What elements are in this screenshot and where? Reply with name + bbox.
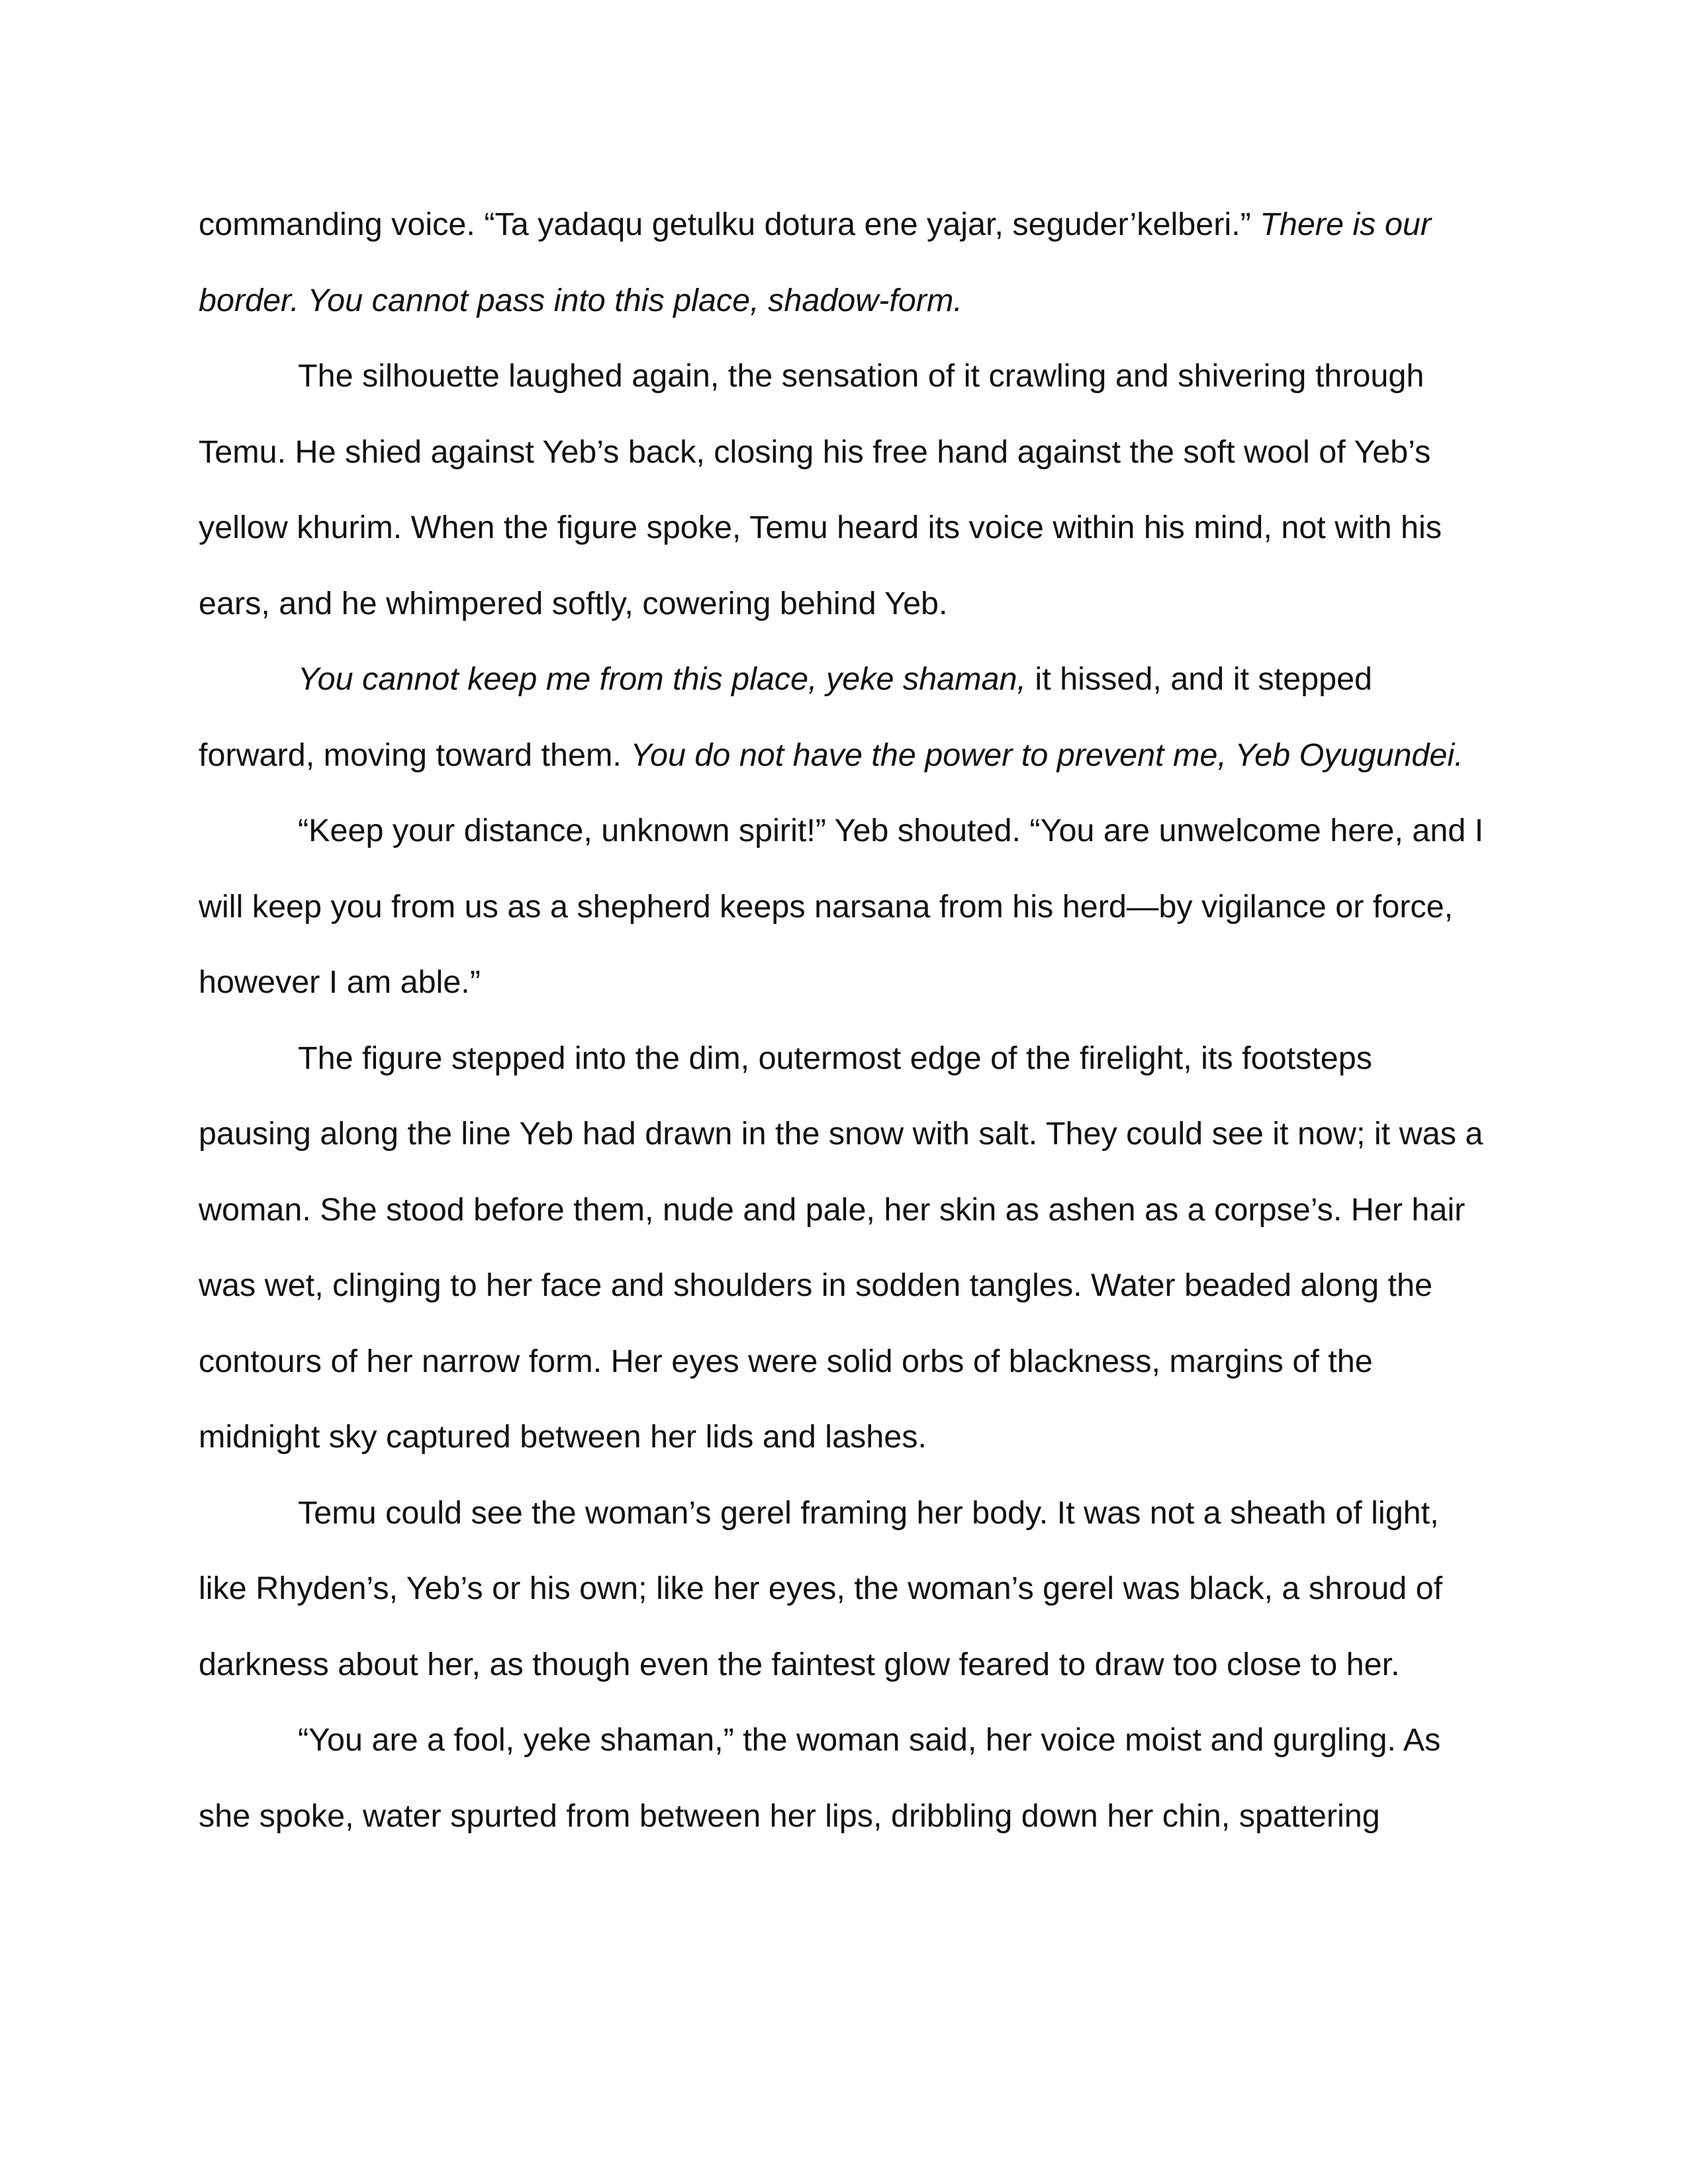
- paragraph-7-segment-1: “You are a fool, yeke shaman,” the woman said, her voice moist and gurgling. As she spoke, water spurted from between her lips, dribbling down her chin, spattering: [199, 1722, 1441, 1834]
- paragraph-1-segment-1: commanding voice. “Ta yadaqu getulku dotura ene yajar, seguder’kelberi.”: [199, 206, 1260, 242]
- paragraph-3-segment-3: You do not have the power to prevent me, Yeb Oyugundei.: [630, 737, 1464, 773]
- paragraph-2: [199, 338, 1489, 641]
- paragraph-1: [199, 187, 1489, 338]
- paragraph-3: [199, 641, 1489, 793]
- body-text: [199, 187, 1489, 1854]
- paragraph-2-segment-1: The silhouette laughed again, the sensation of it crawling and shivering through Temu. He shied against Yeb’s back, closing his free hand against the soft wool of Yeb’s yellow khurim. When the figure spoke, Temu heard its voice within his mind, not with his ears, and he whimpered softly, cowering behind Yeb.: [199, 358, 1442, 621]
- paragraph-3-segment-2: it hissed, and it stepped forward, moving toward them.: [199, 661, 1373, 773]
- paragraph-1-segment-2: There is our border. You cannot pass into this place, shadow-form.: [199, 206, 1432, 318]
- paragraph-5: [199, 1021, 1489, 1475]
- paragraph-5-segment-1: The figure stepped into the dim, outermost edge of the firelight, its footsteps pausing along the line Yeb had drawn in the snow with salt. They could see it now; it was a woman. She stood before them, nude and pale, her skin as ashen as a corpse’s. Her hair was wet, clinging to her face and shoulders in sodden tangles. Water beaded along the contours of her narrow form. Her eyes were solid orbs of blackness, margins of the midnight sky captured between her lids and lashes.: [199, 1040, 1483, 1455]
- paragraph-4-segment-1: “Keep your distance, unknown spirit!” Yeb shouted. “You are unwelcome here, and I will keep you from us as a shepherd keeps narsana from his herd—by vigilance or force, however I am able.”: [199, 813, 1484, 1000]
- paragraph-3-segment-1: You cannot keep me from this place, yeke shaman,: [298, 661, 1026, 697]
- paragraph-6: [199, 1475, 1489, 1703]
- paragraph-7: [199, 1702, 1489, 1854]
- paragraph-4: [199, 793, 1489, 1021]
- paragraph-6-segment-1: Temu could see the woman’s gerel framing her body. It was not a sheath of light, like Rhyden’s, Yeb’s or his own; like her eyes, the woman’s gerel was black, a shroud of darkness about her, as though even the faintest glow feared to draw too close to her.: [199, 1494, 1443, 1682]
